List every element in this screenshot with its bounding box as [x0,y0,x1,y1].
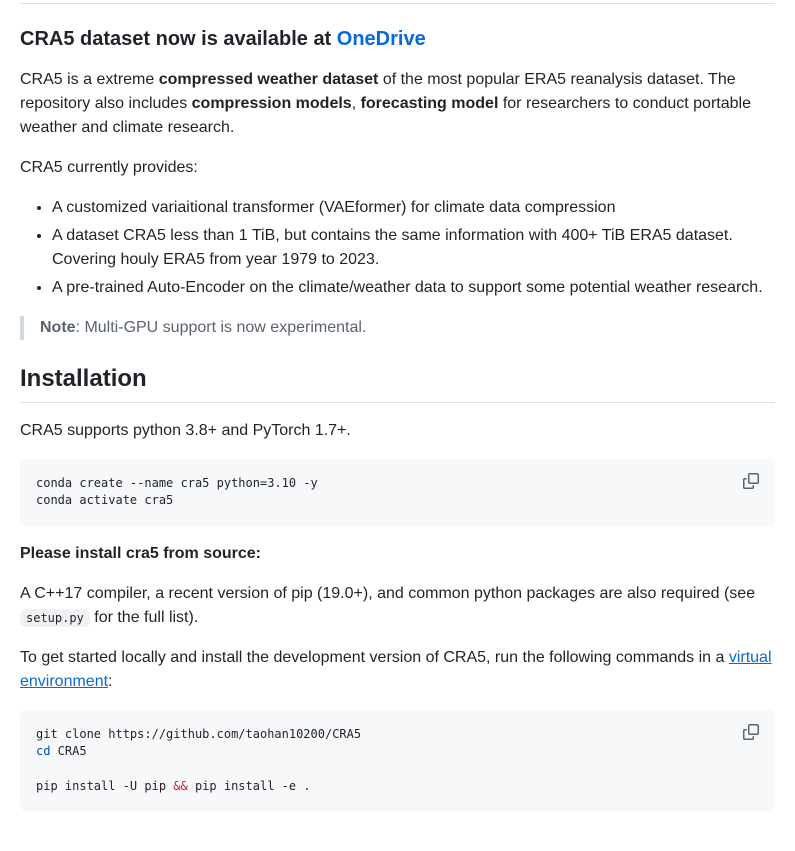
code-line: git clone https://github.com/taohan10200/CRA5 [36,726,362,741]
intro-bold-compression-models: compression models [191,95,352,112]
list-item: • A dataset CRA5 less than 1 TiB, but contains the same information with 400+ TiB ERA5 dataset. Covering houly ERA5 from year 1979 to 2023. [52,224,775,272]
note-label: Note [40,319,76,336]
requirements-paragraph: CRA5 supports python 3.8+ and PyTorch 1.7+. [20,422,351,439]
copy-button[interactable] [737,718,765,746]
page-title [20,27,775,52]
list-item: • A customized variaitional transformer (VAEformer) for climate data compression [52,196,775,220]
compiler-text: A C++17 compiler, a recent version of pip (19.0+), and common python packages are also required (see [20,584,756,602]
note-blockquote [20,316,775,340]
provides-list [20,196,775,300]
code-content [36,475,759,510]
copy-icon [743,473,759,489]
getstarted-paragraph [20,646,775,694]
readme-article [0,3,795,851]
getstarted-text: : [108,672,113,690]
onedrive-link[interactable]: OneDrive [336,28,426,50]
section-divider [20,3,775,4]
compiler-paragraph [20,582,775,630]
intro-bold-compressed-dataset: compressed weather dataset [158,71,379,88]
provides-label: CRA5 currently provides: [20,159,198,176]
installation-heading: Installation [20,364,775,403]
code-line [36,743,759,760]
code-line: conda activate cra5 [36,493,174,508]
conda-code-block [20,459,775,526]
intro-text: of the most popular ERA5 reanalysis dataset. The repository also includes [20,71,736,112]
list-item: • A pre-trained Auto-Encoder on the climate/weather data to support some potential weather research. [52,276,775,300]
code-token: pip install -e . [187,778,311,793]
code-content [36,726,759,796]
install-from-source-label: Please install cra5 from source: [20,544,261,562]
virtual-environment-link[interactable]: virtual environment [20,648,772,690]
code-line [36,778,759,795]
code-token-amp: && [173,778,188,793]
intro-text: CRA5 is a extreme [20,71,159,88]
getstarted-text: To get started locally and install the development version of CRA5, run the following commands in a [20,648,729,666]
code-line: conda create --name cra5 python=3.10 -y [36,476,318,490]
intro-bold-forecasting-model: forecasting model [360,95,499,112]
intro-text: for researchers to conduct portable weather and climate research. [20,95,751,136]
code-token: CRA5 [50,744,87,759]
inline-code-setup-py: setup.py [20,609,90,627]
code-blank-line [36,761,759,778]
intro-text: , [351,95,361,112]
code-token-cd: cd [36,744,51,759]
note-paragraph [40,316,759,340]
copy-button[interactable] [737,467,765,495]
heading-text: CRA5 dataset now is available at [20,28,337,50]
note-text: : Multi-GPU support is now experimental. [75,319,367,336]
code-token: pip install -U pip [36,778,174,793]
copy-icon [743,724,759,740]
git-clone-code-block [20,710,775,812]
compiler-text: for the full list). [89,608,199,626]
intro-paragraph [20,68,775,140]
